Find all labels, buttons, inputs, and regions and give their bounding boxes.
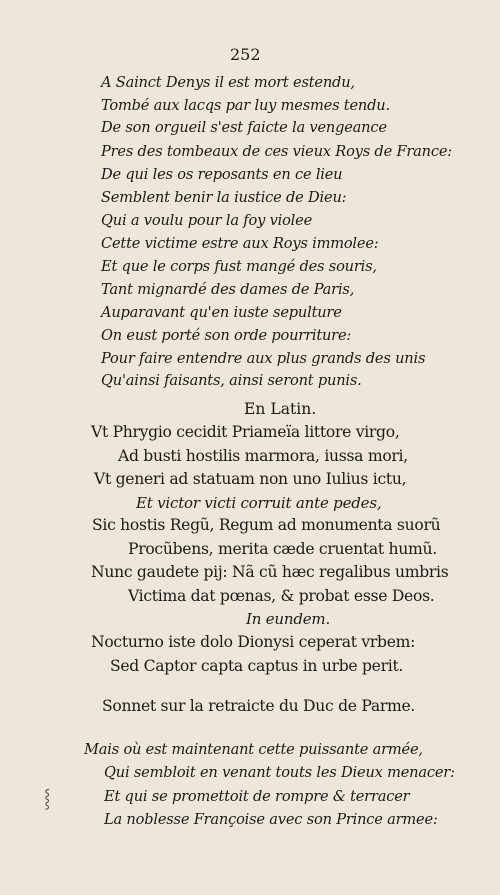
poem-line: Semblent benir la iustice de Dieu: xyxy=(101,189,347,206)
in-eundem-line: Sed Captor capta captus in urbe perit. xyxy=(110,657,404,675)
poem-line: Auparavant qu'en iuste sepulture xyxy=(101,304,342,321)
margin-mark: ⸾ xyxy=(44,788,51,809)
latin-line: Nunc gaudete pij: Nã cũ hæc regalibus umbris xyxy=(91,563,449,581)
latin-line: Et victor victi corruit ante pedes, xyxy=(136,494,382,512)
poem-line: Qu'ainsi faisants, ainsi seront punis. xyxy=(101,372,362,389)
page-number: 252 xyxy=(230,45,261,64)
latin-line: Ad busti hostilis marmora, iussa mori, xyxy=(118,447,408,465)
sonnet-title: Sonnet sur la retraicte du Duc de Parme. xyxy=(102,697,416,715)
poem-line: A Sainct Denys il est mort estendu, xyxy=(101,74,355,91)
poem-line: Pres des tombeaux de ces vieux Roys de France: xyxy=(101,143,452,160)
latin-line: Victima dat pœnas, & probat esse Deos. xyxy=(128,587,435,605)
sonnet-line: Mais où est maintenant cette puissante armée, xyxy=(84,741,423,758)
latin-line: Vt generi ad statuam non uno Iulius ictu, xyxy=(94,470,407,488)
poem-line: Tant mignardé des dames de Paris, xyxy=(101,281,355,298)
sonnet-line: Qui sembloit en venant touts les Dieux menacer: xyxy=(104,764,455,781)
in-eundem-line: Nocturno iste dolo Dionysi ceperat vrbem: xyxy=(91,633,416,651)
poem-line: De qui les os reposants en ce lieu xyxy=(101,166,343,183)
latin-heading: En Latin. xyxy=(244,400,317,418)
poem-line: De son orgueil s'est faicte la vengeance xyxy=(101,119,387,136)
sonnet-line: Et qui se promettoit de rompre & terracer xyxy=(104,788,410,805)
poem-line: Cette victime estre aux Roys immolee: xyxy=(101,235,379,252)
latin-line: Vt Phrygio cecidit Priameïa littore virgo, xyxy=(91,423,400,441)
latin-line: Sic hostis Regũ, Regum ad monumenta suorũ xyxy=(92,516,441,534)
sonnet-line: La noblesse Françoise avec son Prince armee: xyxy=(104,811,438,828)
in-eundem-heading: In eundem. xyxy=(246,610,331,628)
poem-line: Tombé aux lacqs par luy mesmes tendu. xyxy=(101,97,390,114)
poem-line: Et que le corps fust mangé des souris, xyxy=(101,258,377,275)
poem-line: On eust porté son orde pourriture: xyxy=(101,327,352,344)
latin-line: Procũbens, merita cæde cruentat humũ. xyxy=(128,540,437,558)
poem-line: Pour faire entendre aux plus grands des unis xyxy=(101,350,426,367)
poem-line: Qui a voulu pour la foy violee xyxy=(101,212,313,229)
